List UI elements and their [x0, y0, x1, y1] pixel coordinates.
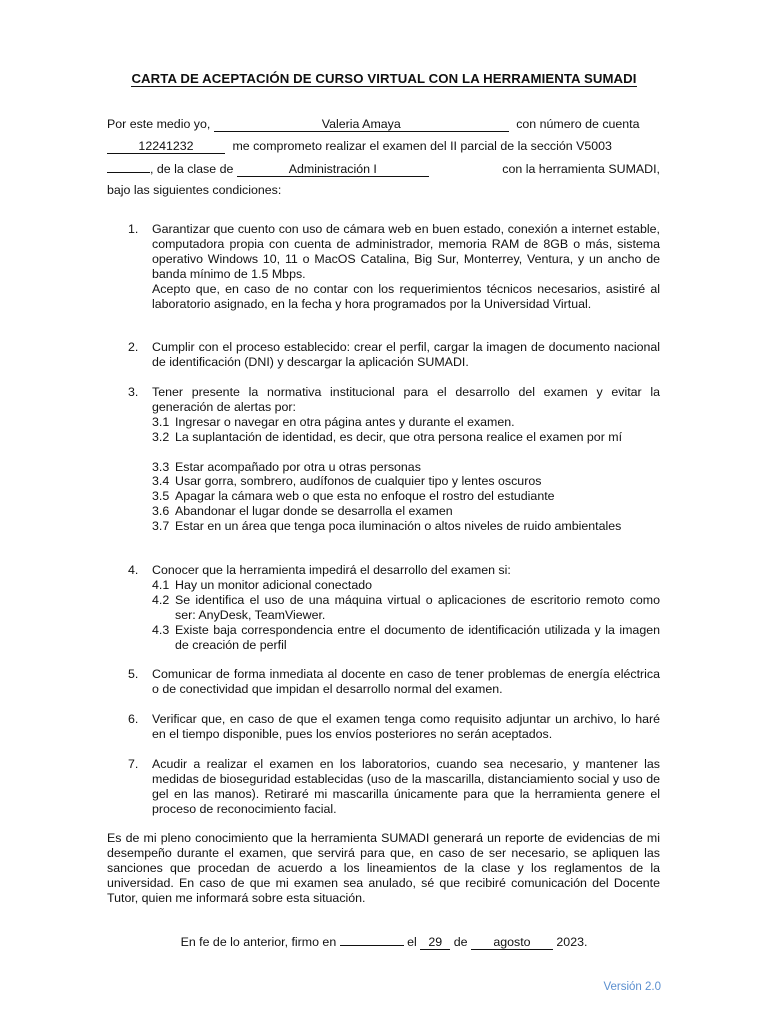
intro-line-1: Por este medio yo, Valeria Amaya con número de cuenta — [107, 117, 640, 131]
section-blank-field — [107, 172, 150, 173]
closing-paragraph: Es de mi pleno conocimiento que la herramienta SUMADI generará un reporte de evidencias de mi desempeño durante el examen, que servirá para que, en caso de ser necesario, se apliquen las sanciones que procedan de acuerdo a los lineamientos de la clase y los reglamentos de la universidad. En caso de que mi examen sea anulado, sé que recibiré comunicación del Docente Tutor, quien me informará sobre esta situación. — [107, 831, 660, 905]
item-number: 2. — [128, 340, 139, 354]
condition-item-2: Cumplir con el proceso establecido: crear el perfil, cargar la imagen de documento nacional de identificación (DNI) y descargar la aplicación SUMADI. — [152, 340, 660, 369]
item-number: 5. — [128, 667, 139, 681]
item-number: 3. — [128, 385, 139, 399]
condition-item-3: Tener presente la normativa institucional para el desarrollo del examen y evitar la generación de alertas por: — [152, 385, 660, 414]
condition-item-6: Verificar que, en caso de que el examen tenga como requisito adjuntar un archivo, lo haré en el tiempo disponible, pues los envíos posteriores no serán aceptados. — [152, 712, 660, 741]
account-number-field: 12241232 — [107, 140, 225, 154]
month-field: agosto — [471, 936, 553, 950]
item-number: 4. — [128, 563, 139, 577]
condition-item-1: Garantizar que cuento con uso de cámara web en buen estado, conexión a internet estable, computadora propia con cuenta de administrador, memoria RAM de 8GB o más, sistema operativo Windows 10, 11 o MacOS Catalina, Big Sur, Monterrey, Ventura, y un ancho de banda mínimo de 1.5 Mbps. Acepto que, en caso de no contar con los requerimientos técnicos necesarios, asistiré al laboratorio asignado, en la fecha y hora programados por la Universidad Virtual. — [152, 222, 660, 311]
signature-line: En fe de lo anterior, firmo en el 29 de agosto 2023. — [180, 935, 588, 949]
student-name-field: Valeria Amaya — [214, 118, 509, 132]
sub-item: 3.1 Ingresar o navegar en otra página antes y durante el examen. — [152, 415, 515, 429]
day-field: 29 — [420, 936, 450, 950]
condition-item-7: Acudir a realizar el examen en los laboratorios, cuando sea necesario, y mantener las medidas de bioseguridad establecidas (uso de la mascarilla, distanciamiento social y uso de gel en las manos). Retiraré mi mascarilla únicamente para que la herramienta genere el proceso de reconocimiento facial. — [152, 757, 660, 816]
sub-item: 4.1 Hay un monitor adicional conectado — [152, 578, 372, 592]
sub-item: 3.4 Usar gorra, sombrero, audífonos de cualquier tipo y lentes oscuros — [152, 474, 542, 488]
place-blank-field — [340, 945, 404, 946]
condition-item-4: Conocer que la herramienta impedirá el desarrollo del examen si: — [152, 563, 511, 577]
document-title: CARTA DE ACEPTACIÓN DE CURSO VIRTUAL CON LA HERRAMIENTA SUMADI — [131, 71, 637, 86]
intro-line-4: bajo las siguientes condiciones: — [107, 183, 282, 197]
sub-item: 4.2 Se identifica el uso de una máquina virtual o aplicaciones de escritorio remoto como ser: AnyDesk, TeamViewer. — [152, 593, 660, 622]
sub-item: 3.5 Apagar la cámara web o que esta no enfoque el rostro del estudiante — [152, 489, 555, 503]
sub-item: 3.6 Abandonar el lugar donde se desarrolla el examen — [152, 504, 453, 518]
item-number: 6. — [128, 712, 139, 726]
sub-item: 3.3 Estar acompañado por otra u otras personas — [152, 460, 421, 474]
condition-item-5: Comunicar de forma inmediata al docente en caso de tener problemas de energía eléctrica o de conectividad que impidan el desarrollo normal del examen. — [152, 667, 660, 696]
item-number: 1. — [128, 222, 139, 236]
sub-item: 4.3 Existe baja correspondencia entre el documento de identificación utilizada y la imagen de creación de perfil — [152, 623, 660, 652]
item-number: 7. — [128, 757, 139, 771]
intro-line-2: 12241232 me comprometo realizar el examen del II parcial de la sección V5003 — [107, 139, 660, 154]
intro-line-3: , de la clase de Administración I con la herramienta SUMADI, — [107, 162, 660, 177]
sub-item: 3.2 La suplantación de identidad, es decir, que otra persona realice el examen por mí — [152, 430, 623, 444]
sub-item: 3.7 Estar en un área que tenga poca iluminación o altos niveles de ruido ambientales — [152, 519, 622, 533]
course-name-field: Administración I — [237, 163, 429, 177]
version-label: Versión 2.0 — [603, 981, 661, 993]
